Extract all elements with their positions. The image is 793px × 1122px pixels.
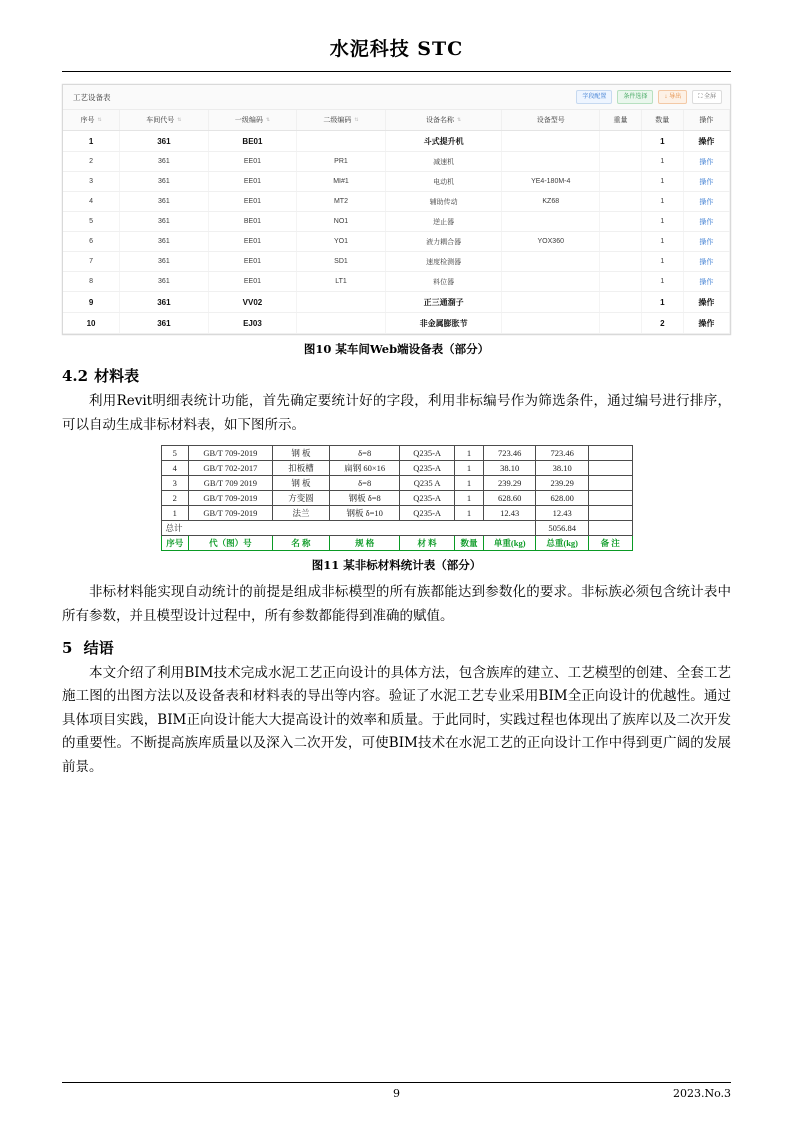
cell-remark — [588, 446, 632, 461]
cell-code1: EJ03 — [208, 313, 297, 334]
cell-model — [502, 252, 600, 272]
sort-icon[interactable]: ⇅ — [457, 116, 462, 123]
table-row[interactable] — [63, 252, 730, 272]
cell-name: 斗式提升机 — [385, 131, 502, 152]
cell-material: Q235-A — [400, 491, 455, 506]
sort-icon[interactable]: ⇅ — [177, 116, 182, 123]
col-name[interactable] — [385, 110, 502, 131]
section-4-2-title: 材料表 — [94, 367, 140, 385]
cell-qty: 1 — [641, 232, 683, 252]
cell-workshop: 361 — [120, 313, 209, 334]
cell-weight — [600, 152, 642, 172]
cell-name: 钢 板 — [272, 476, 329, 491]
cell-no: 10 — [63, 313, 120, 334]
col-qty[interactable] — [641, 110, 683, 131]
total-value: 5056.84 — [536, 521, 588, 536]
cell-material: Q235-A — [400, 506, 455, 521]
hdr-no: 序号 — [161, 536, 188, 551]
figure-10-web-table — [62, 84, 731, 335]
cell-op[interactable]: 操作 — [683, 152, 729, 172]
cell-code2: MI#1 — [297, 172, 386, 192]
cell-op[interactable]: 操作 — [683, 212, 729, 232]
sort-icon[interactable]: ⇅ — [265, 116, 271, 123]
cell-material: Q235-A — [400, 446, 455, 461]
export-button-label: 导出 — [669, 94, 682, 100]
hdr-spec: 规 格 — [330, 536, 400, 551]
cell-op[interactable]: 操作 — [683, 292, 729, 313]
cell-total-weight: 723.46 — [536, 446, 588, 461]
col-op-label: 操作 — [699, 117, 714, 124]
total-remark — [588, 521, 632, 536]
cell-weight — [600, 232, 642, 252]
section-5-number: 5 — [62, 638, 73, 657]
web-table-title: 工艺设备表 — [73, 92, 111, 102]
figure-11-schedule — [62, 445, 731, 551]
cell-model: YE4-180M-4 — [502, 172, 600, 192]
cell-workshop: 361 — [120, 212, 209, 232]
hdr-material: 材 料 — [400, 536, 455, 551]
cell-op[interactable]: 操作 — [683, 232, 729, 252]
hdr-unit-weight: 单重(kg) — [484, 536, 536, 551]
section-5-heading — [62, 637, 731, 658]
schedule-total-row — [161, 521, 632, 536]
export-button[interactable]: ↓ 导出 — [658, 90, 687, 104]
cell-weight — [600, 313, 642, 334]
cell-unit-weight: 723.46 — [484, 446, 536, 461]
cell-model: KZ68 — [502, 192, 600, 212]
sort-icon[interactable]: ⇅ — [97, 116, 102, 123]
hdr-qty: 数量 — [455, 536, 484, 551]
cell-workshop: 361 — [120, 252, 209, 272]
cell-total-weight: 239.29 — [536, 476, 588, 491]
cell-name: 逆止器 — [385, 212, 502, 232]
paragraph-after-figure-11: 非标材料能实现自动统计的前提是组成非标模型的所有族都能达到参数化的要求。非标族必须包含统计表中所有参数，并且模型设计过程中，所有参数都能得到准确的赋值。 — [62, 584, 731, 624]
cell-no: 8 — [63, 272, 120, 292]
col-weight-label: 重量 — [613, 117, 628, 124]
cell-weight — [600, 272, 642, 292]
schedule-header-row — [161, 536, 632, 551]
cell-workshop: 361 — [120, 172, 209, 192]
cell-weight — [600, 131, 642, 152]
table-row — [161, 461, 632, 476]
cell-workshop: 361 — [120, 272, 209, 292]
table-row[interactable] — [63, 313, 730, 334]
col-model-label: 设备型号 — [536, 117, 565, 124]
cell-qty: 1 — [641, 192, 683, 212]
cell-no: 3 — [161, 476, 188, 491]
table-row[interactable] — [63, 292, 730, 313]
cell-qty: 2 — [641, 313, 683, 334]
cell-code2: NO1 — [297, 212, 386, 232]
col-op[interactable] — [683, 110, 729, 131]
figure-11-caption: 图11 某非标材料统计表（部分） — [311, 558, 482, 573]
cell-code2 — [297, 313, 386, 334]
cell-op[interactable]: 操作 — [683, 192, 729, 212]
cell-workshop: 361 — [120, 192, 209, 212]
col-workshop-label: 车间代号 — [146, 117, 175, 124]
cell-name: 减速机 — [385, 152, 502, 172]
col-code2[interactable] — [297, 110, 386, 131]
cell-code2: PR1 — [297, 152, 386, 172]
cell-op[interactable]: 操作 — [683, 252, 729, 272]
table-row[interactable] — [63, 232, 730, 252]
cell-standard: GB/T 709-2019 — [188, 446, 272, 461]
cell-name: 正三通溜子 — [385, 292, 502, 313]
equipment-table-body — [63, 131, 730, 334]
cell-workshop: 361 — [120, 232, 209, 252]
cell-spec: 钢板 δ=8 — [330, 491, 400, 506]
header-rule — [62, 71, 731, 72]
cell-model — [502, 212, 600, 232]
page-number: 9 — [393, 1087, 400, 1100]
cell-code1: EE01 — [208, 232, 297, 252]
cell-name: 料位器 — [385, 272, 502, 292]
cell-no: 5 — [161, 446, 188, 461]
table-row[interactable] — [63, 172, 730, 192]
cell-model — [502, 152, 600, 172]
cell-qty: 1 — [641, 252, 683, 272]
table-header-row — [63, 110, 730, 131]
footer-rule — [62, 1082, 731, 1083]
fullscreen-button-label: 全屏 — [703, 94, 716, 100]
cell-spec: 钢板 δ=10 — [330, 506, 400, 521]
col-workshop[interactable] — [120, 110, 209, 131]
cell-model — [502, 292, 600, 313]
section-4-2-number: 4.2 — [62, 367, 89, 385]
cell-material: Q235 A — [400, 476, 455, 491]
page-header — [62, 34, 731, 67]
cell-no: 3 — [63, 172, 120, 192]
cell-name: 钢 板 — [272, 446, 329, 461]
cell-qty: 1 — [641, 292, 683, 313]
cell-name: 方变圆 — [272, 491, 329, 506]
cell-unit-weight: 12.43 — [484, 506, 536, 521]
field-config-button[interactable]: 字段配置 — [576, 90, 612, 104]
equipment-table — [63, 110, 730, 334]
cell-total-weight: 38.10 — [536, 461, 588, 476]
cell-unit-weight: 628.60 — [484, 491, 536, 506]
cell-no: 4 — [63, 192, 120, 212]
col-code1-label: 一级编码 — [234, 117, 263, 124]
cell-total-weight: 12.43 — [536, 506, 588, 521]
hdr-name: 名 称 — [272, 536, 329, 551]
cell-qty: 1 — [455, 491, 484, 506]
col-qty-label: 数量 — [655, 117, 670, 124]
cell-code2: MT2 — [297, 192, 386, 212]
cell-qty: 1 — [641, 272, 683, 292]
col-no[interactable] — [63, 110, 120, 131]
cell-qty: 1 — [455, 506, 484, 521]
cell-no: 2 — [63, 152, 120, 172]
cell-total-weight: 628.00 — [536, 491, 588, 506]
cell-no: 1 — [161, 506, 188, 521]
total-label: 总计 — [161, 521, 536, 536]
cell-model: YOX360 — [502, 232, 600, 252]
cell-qty: 1 — [641, 152, 683, 172]
table-row — [161, 506, 632, 521]
cell-weight — [600, 252, 642, 272]
cell-name: 扣板槽 — [272, 461, 329, 476]
cell-qty: 1 — [455, 446, 484, 461]
cell-model — [502, 131, 600, 152]
cell-spec: 扁钢 60×16 — [330, 461, 400, 476]
cell-no: 7 — [63, 252, 120, 272]
cell-op[interactable]: 操作 — [683, 172, 729, 192]
page-footer — [62, 1082, 731, 1100]
cell-standard: GB/T 709 2019 — [188, 476, 272, 491]
journal-title: 水泥科技 STC — [329, 38, 464, 60]
cell-model — [502, 272, 600, 292]
cell-standard: GB/T 709-2019 — [188, 491, 272, 506]
cell-spec: δ=8 — [330, 446, 400, 461]
cell-name: 电动机 — [385, 172, 502, 192]
cell-code1: EE01 — [208, 152, 297, 172]
col-code2-label: 二级编码 — [323, 117, 352, 124]
col-model[interactable] — [502, 110, 600, 131]
table-row — [161, 446, 632, 461]
cell-code1: BE01 — [208, 131, 297, 152]
cell-no: 5 — [63, 212, 120, 232]
cell-no: 4 — [161, 461, 188, 476]
cell-qty: 1 — [641, 172, 683, 192]
col-weight[interactable] — [600, 110, 642, 131]
cell-workshop: 361 — [120, 131, 209, 152]
cell-standard: GB/T 709-2019 — [188, 506, 272, 521]
cell-model — [502, 313, 600, 334]
material-schedule-table — [161, 445, 633, 551]
table-row[interactable] — [63, 152, 730, 172]
cell-no: 1 — [63, 131, 120, 152]
sort-icon[interactable]: ⇅ — [354, 116, 359, 123]
cell-remark — [588, 476, 632, 491]
hdr-remark: 备 注 — [588, 536, 632, 551]
cell-unit-weight: 239.29 — [484, 476, 536, 491]
cell-qty: 1 — [455, 476, 484, 491]
col-code1[interactable] — [208, 110, 297, 131]
cell-weight — [600, 212, 642, 232]
cell-code2 — [297, 292, 386, 313]
cell-standard: GB/T 702-2017 — [188, 461, 272, 476]
section-4-2-heading — [62, 365, 731, 386]
web-table-toolbar — [63, 85, 730, 110]
cell-remark — [588, 461, 632, 476]
cell-name: 法兰 — [272, 506, 329, 521]
table-row[interactable] — [63, 131, 730, 152]
cell-qty: 1 — [455, 461, 484, 476]
hdr-total-weight: 总重(kg) — [536, 536, 588, 551]
cell-weight — [600, 292, 642, 313]
cell-code2: SD1 — [297, 252, 386, 272]
cell-remark — [588, 491, 632, 506]
cell-name: 非金属膨胀节 — [385, 313, 502, 334]
cell-op[interactable]: 操作 — [683, 313, 729, 334]
section-4-2-paragraph: 利用Revit明细表统计功能，首先确定要统计好的字段，利用非标编号作为筛选条件，通过编号进行排序，可以自动生成非标材料表，如下图所示。 — [62, 393, 731, 433]
condition-select-button[interactable]: 条件选择 — [617, 90, 653, 104]
cell-unit-weight: 38.10 — [484, 461, 536, 476]
table-row[interactable] — [63, 212, 730, 232]
cell-no: 6 — [63, 232, 120, 252]
cell-qty: 1 — [641, 212, 683, 232]
figure-10-caption: 图10 某车间Web端设备表（部分） — [303, 342, 490, 356]
cell-code2: YO1 — [297, 232, 386, 252]
col-name-label: 设备名称 — [426, 117, 454, 124]
cell-code1: VV02 — [208, 292, 297, 313]
table-row — [161, 491, 632, 506]
cell-code1: EE01 — [208, 272, 297, 292]
table-row[interactable] — [63, 192, 730, 212]
cell-name: 速度检测器 — [385, 252, 502, 272]
cell-name: 液力耦合器 — [385, 232, 502, 252]
section-5-title: 结语 — [83, 638, 114, 657]
issue-label: 2023.No.3 — [672, 1087, 731, 1100]
fullscreen-button[interactable]: ⛶ 全屏 — [692, 90, 722, 104]
table-row — [161, 476, 632, 491]
cell-op[interactable]: 操作 — [683, 131, 729, 152]
hdr-standard: 代（图）号 — [188, 536, 272, 551]
cell-code1: EE01 — [208, 252, 297, 272]
cell-remark — [588, 506, 632, 521]
cell-code2 — [297, 131, 386, 152]
col-no-label: 序号 — [80, 117, 95, 124]
cell-spec: δ=8 — [330, 476, 400, 491]
cell-workshop: 361 — [120, 152, 209, 172]
cell-code1: EE01 — [208, 172, 297, 192]
cell-weight — [600, 172, 642, 192]
cell-code2: LT1 — [297, 272, 386, 292]
cell-qty: 1 — [641, 131, 683, 152]
cell-workshop: 361 — [120, 292, 209, 313]
web-table-button-group — [576, 90, 722, 104]
cell-material: Q235-A — [400, 461, 455, 476]
table-row[interactable] — [63, 272, 730, 292]
cell-no: 9 — [63, 292, 120, 313]
cell-name: 辅助传动 — [385, 192, 502, 212]
section-5-paragraph: 本文介绍了利用BIM技术完成水泥工艺正向设计的具体方法，包含族库的建立、工艺模型的创建、全套工艺施工图的出图方法以及设备表和材料表的导出等内容。验证了水泥工艺专业采用BIM全正向设计的优越性。通过具体项目实践，BIM正向设计能大大提高设计的效率和质量。于此同时，实践过程也体现出了族库以及二次开发的重要性。不断提高族库质量以及深入二次开发，可使BIM技术在水泥工艺的正向设计工作中得到更广阔的发展前景。 — [62, 664, 731, 775]
cell-no: 2 — [161, 491, 188, 506]
cell-code1: BE01 — [208, 212, 297, 232]
cell-op[interactable]: 操作 — [683, 272, 729, 292]
cell-code1: EE01 — [208, 192, 297, 212]
cell-weight — [600, 192, 642, 212]
